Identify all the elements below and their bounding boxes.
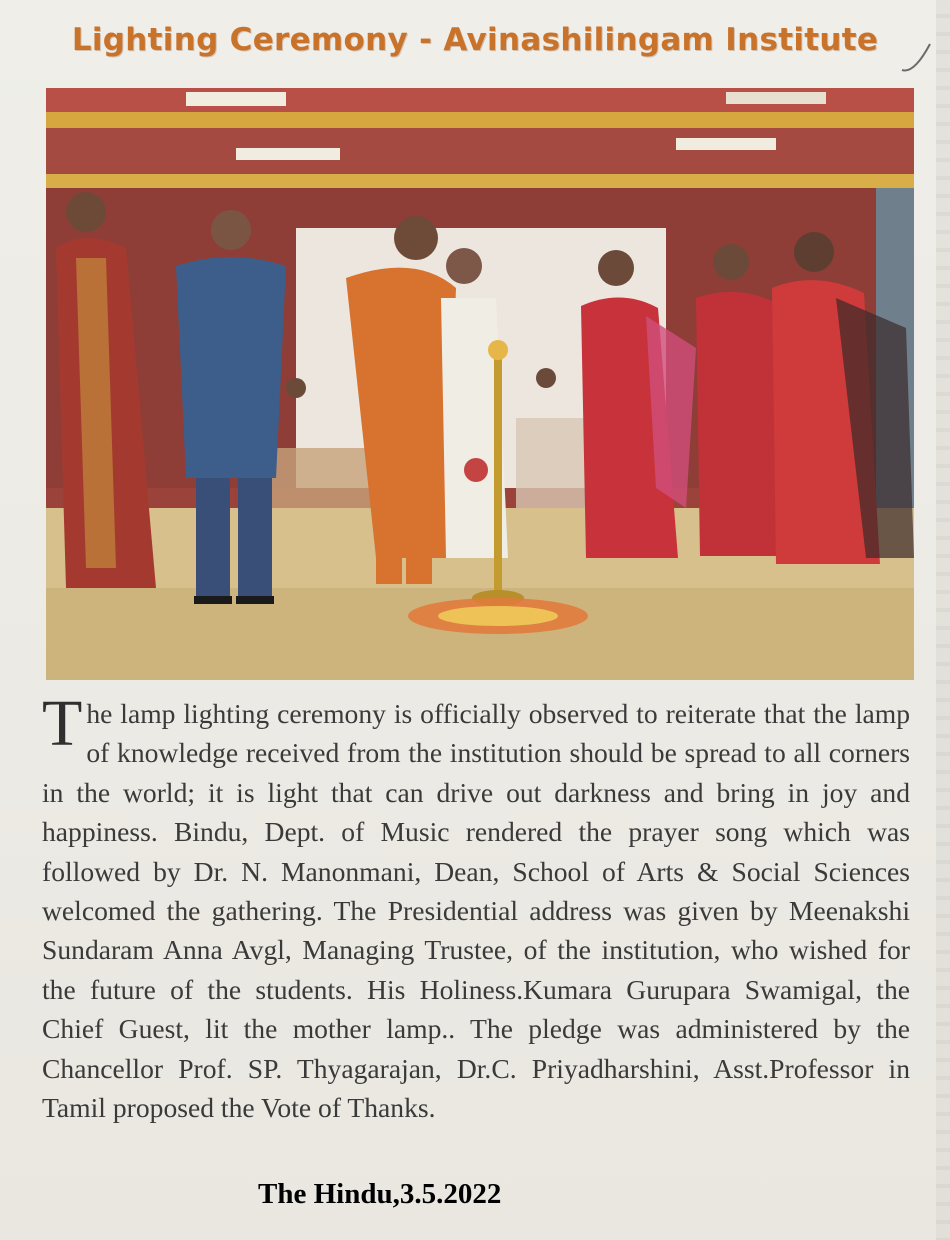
ceremony-photo (46, 88, 914, 680)
pen-mark-icon (900, 40, 932, 76)
ceremony-photo-illustration (46, 88, 914, 680)
article-text: he lamp lighting ceremony is officially observed to reiterate that the lamp of knowledge received from the institution should be spread to all corners in the world; it is light that can drive out darkness and bring in joy and happiness. Bindu, Dept. of Music rendered the prayer song which was followed by Dr. N. Manonmani, Dean, School of Arts & Social Sciences welcomed the gathering. The Presidential address was given by Meenakshi Sundaram Anna Avgl, Managing Trustee, of the institution, who wished for the future of the students. His Holiness.Kumara Gurupara Swamigal, the Chief Guest, lit the mother lamp.. The pledge was administered by the Chancellor Prof. SP. Thyagarajan, Dr.C. Priyadharshini, Asst.Professor in Tamil proposed the Vote of Thanks. (42, 698, 910, 1124)
drop-cap: T (42, 687, 83, 760)
headline: Lighting Ceremony - Avinashilingam Institute (71, 22, 879, 58)
source-credit: The Hindu,3.5.2022 (258, 1178, 502, 1210)
article-body (42, 687, 910, 1127)
page-edge (936, 0, 950, 1240)
